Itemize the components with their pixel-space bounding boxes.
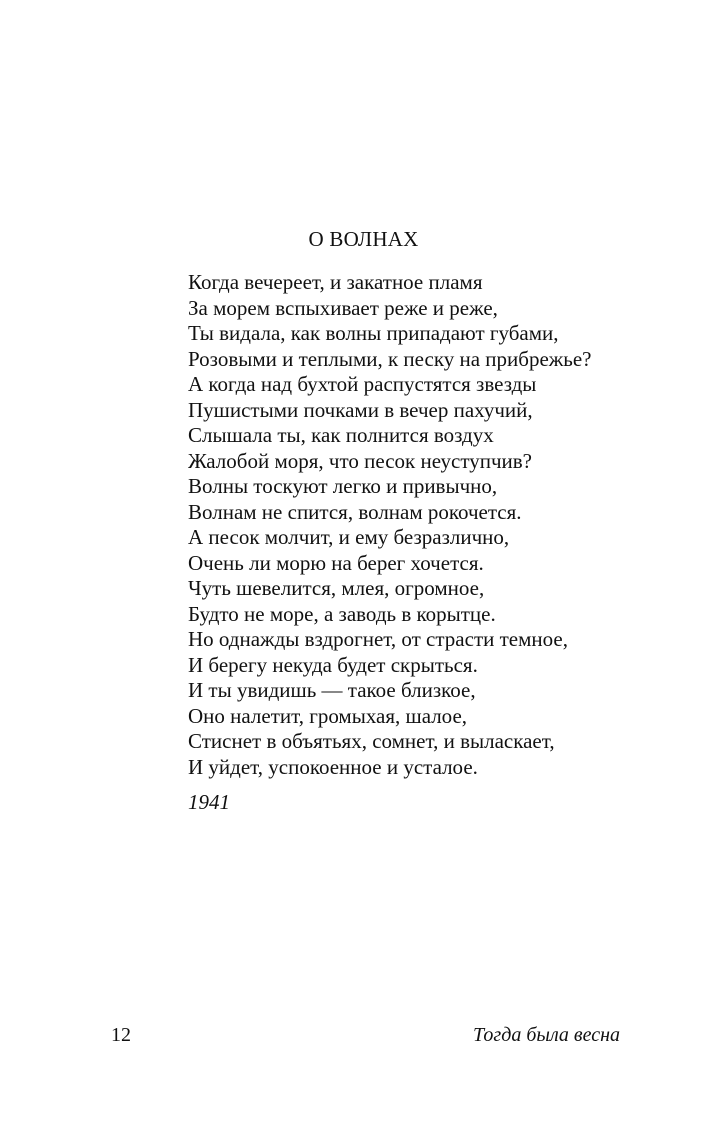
- poem-line: Чуть шевелится, млея, огромное,: [188, 576, 485, 600]
- poem-line: Но однажды вздрогнет, от страсти темное,: [188, 627, 568, 651]
- poem-line: И уйдет, успокоенное и усталое.: [188, 754, 478, 779]
- poem-line: Когда вечереет, и закатное пламя: [188, 270, 483, 294]
- page-number: 12: [111, 1024, 131, 1046]
- poem-line: Очень ли морю на берег хочется.: [188, 550, 484, 575]
- running-title: Тогда была весна: [473, 1024, 620, 1046]
- poem-line: А песок молчит, и ему безразлично,: [188, 525, 510, 549]
- poem-body: [188, 270, 592, 780]
- poem-line: Слышала ты, как полнится воздух: [188, 423, 494, 447]
- poem-line: За морем вспыхивает реже и реже,: [188, 295, 498, 320]
- poem-title: О ВОЛНАХ: [308, 227, 419, 251]
- poem-line: А когда над бухтой распустятся звезды: [188, 372, 537, 396]
- poem-line: Ты видала, как волны припадают губами,: [188, 321, 559, 345]
- poem-year: 1941: [188, 790, 230, 814]
- poem-line: Будто не море, а заводь в корытце.: [188, 601, 496, 626]
- poem-line: Розовыми и теплыми, к песку на прибрежье?: [188, 346, 592, 371]
- poem-line: Стиснет в объятьях, сомнет, и выласкает,: [188, 729, 555, 753]
- poem-line: И берегу некуда будет скрыться.: [188, 652, 478, 677]
- poem-line: И ты увидишь — такое близкое,: [188, 678, 476, 702]
- poem-line: Оно налетит, громыхая, шалое,: [188, 703, 468, 728]
- poem-line: Волны тоскуют легко и привычно,: [188, 474, 498, 498]
- poem-line: Волнам не спится, волнам рокочется.: [188, 499, 522, 524]
- poem-line: Жалобой моря, что песок неуступчив?: [188, 448, 532, 473]
- poem-line: Пушистыми почками в вечер пахучий,: [188, 397, 533, 422]
